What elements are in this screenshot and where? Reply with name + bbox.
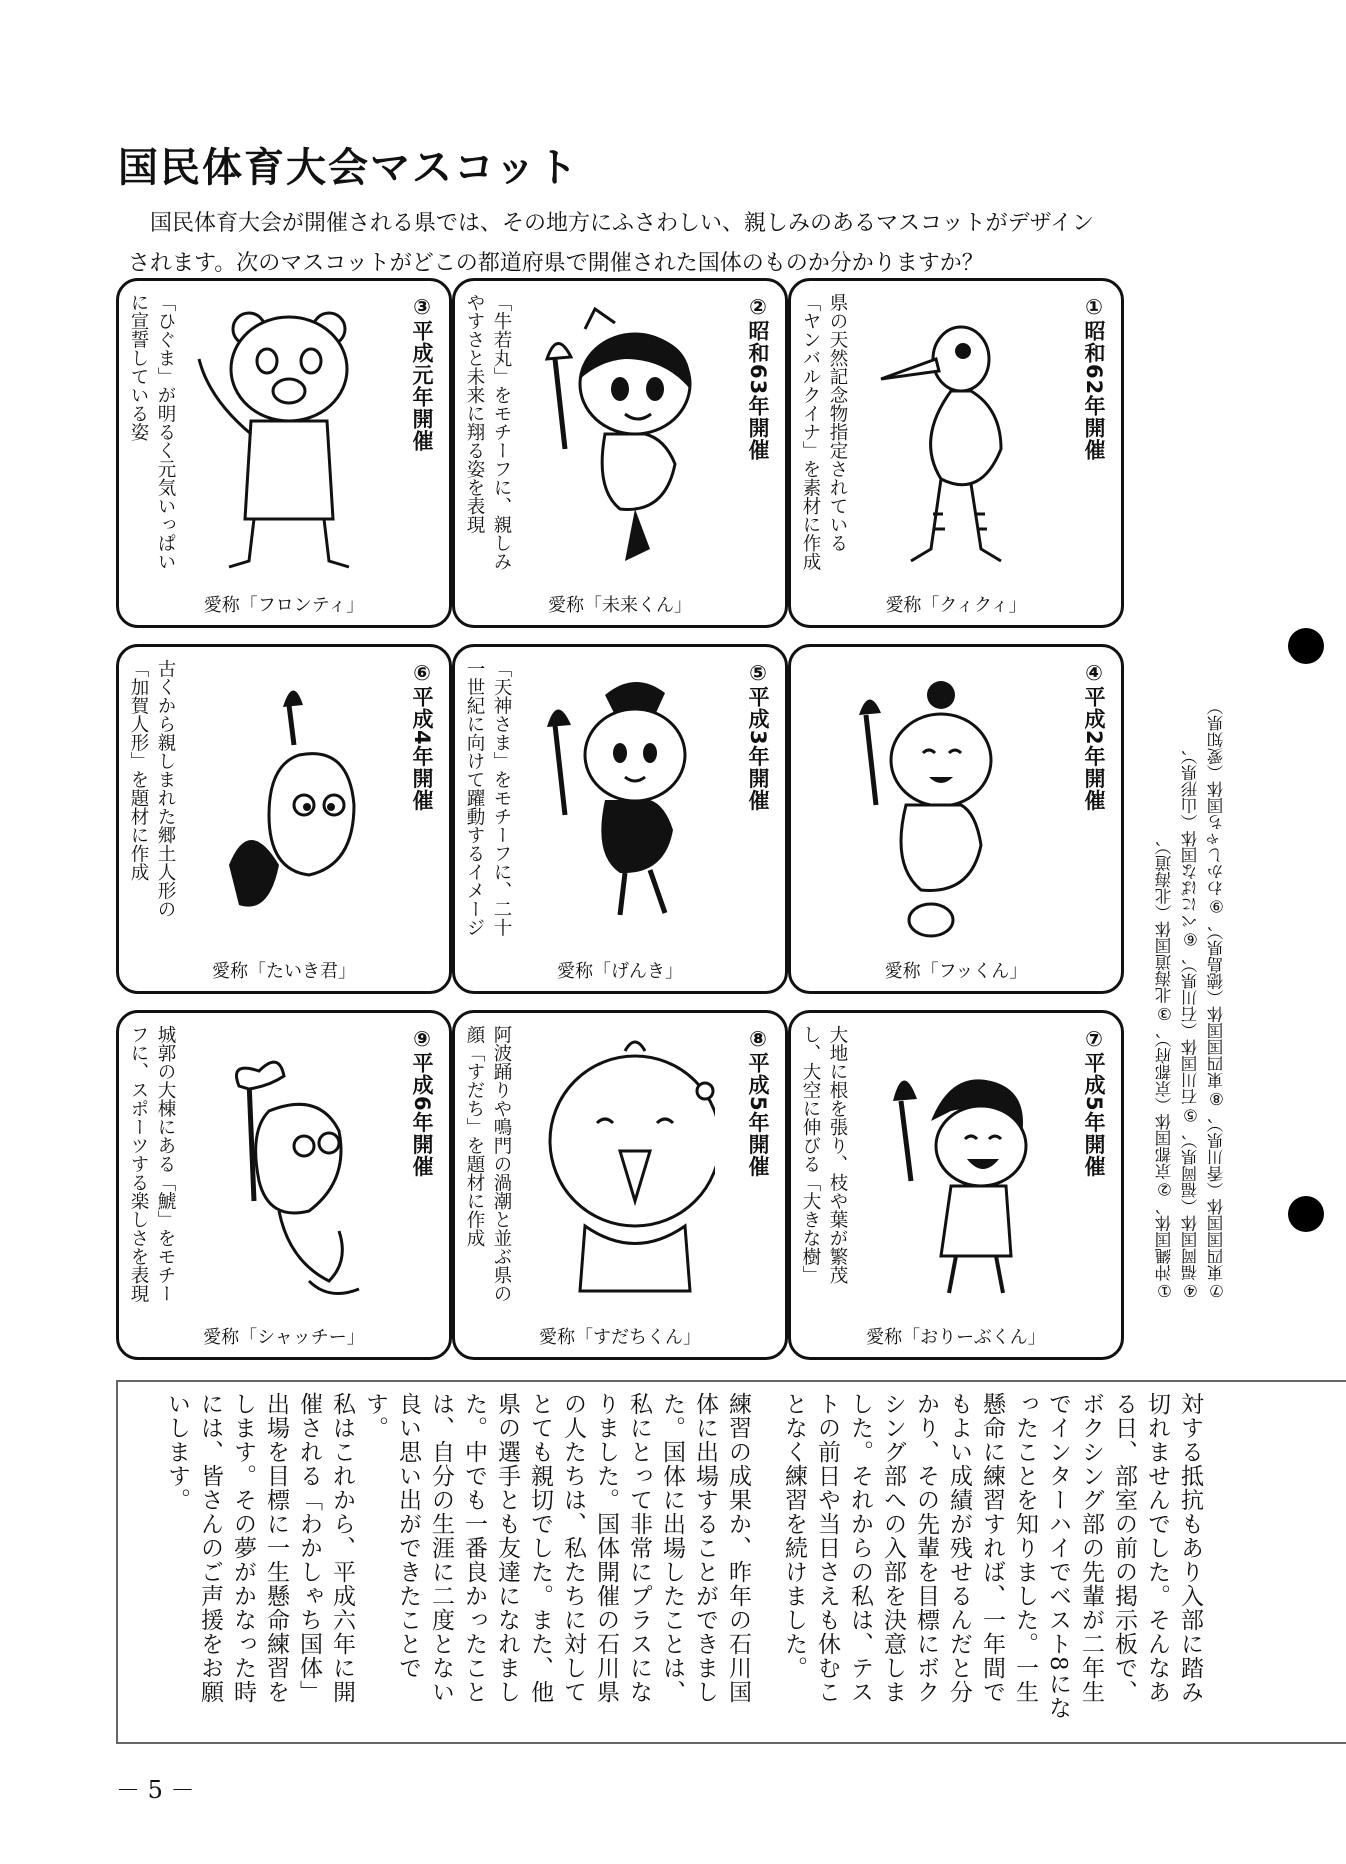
answers-text <box>1152 620 1230 1300</box>
mascot-year: ⑨平成6年開催 <box>410 1027 434 1178</box>
binder-hole <box>1288 628 1324 664</box>
mascot-description: 阿波踊りや鳴門の渦潮と並ぶ県の顔「すだち」を題材に作成 <box>464 1025 512 1303</box>
mascot-year: ③平成元年開催 <box>410 295 434 452</box>
mascot-nickname: 愛称「クィクィ」 <box>885 595 1027 616</box>
answers-line-1: ①沖縄国体、②京都国体（京都府）、③北海道国体（北海道）、 <box>1155 830 1174 1300</box>
binder-hole <box>1288 1196 1324 1232</box>
mascot-nickname: 愛称「フロンティ」 <box>203 595 365 616</box>
mascot-card-2 <box>452 278 788 628</box>
kuikui-bird-illustration <box>861 299 1051 589</box>
fukkun-illustration <box>831 665 1021 955</box>
answers-line-2: ④福岡国体（福岡県）、⑤石川国体（石川県）、⑥べにばな国体（山形県）、 <box>1181 739 1200 1300</box>
answers-line-3: ⑦東四国国体（香川県）、⑧東四国国体（徳島県）、⑨わかしゃち国体（愛知県） <box>1207 698 1226 1300</box>
mascot-card-8 <box>452 1010 788 1360</box>
essay-text <box>160 1392 1206 1726</box>
essay-paragraph: 対する抵抗もあり入部に踏み切れませんでした。そんなある日、部室の前の掲示板で、ボクシング部の先輩が二年生でインターハイでベスト8になったことを知りました。一生懸命に練習すれば、一年間でもよい成績が残せるんだと分かり、その先輩を目標にボクシング部への入部を決意しました。それからの私は、テストの前日や当日さえも休むことなく練習を続けました。 <box>781 1392 1203 1720</box>
page-title: 国民体育大会マスコット <box>118 145 580 191</box>
intro-line-2: されます。次のマスコットがどこの都道府県で開催された国体のものか分かりますか？ <box>128 251 984 276</box>
mascot-description: 県の天然記念物指定されている「ヤンバルクイナ」を素材に作成 <box>800 293 848 571</box>
mascot-description: 大地に根を張り、枝や葉が繁茂し、大空に伸びる「大きな樹」 <box>800 1025 848 1284</box>
mascot-card-5 <box>452 644 788 994</box>
mascot-year: ②昭和63年開催 <box>746 295 770 462</box>
mascot-year: ⑤平成3年開催 <box>746 661 770 812</box>
frontie-bear-illustration <box>189 299 379 589</box>
mascot-card-9 <box>116 1010 452 1360</box>
taiki-kun-illustration <box>189 665 379 955</box>
mascot-description: 「天神さま」をモチーフに、二十一世紀に向けて躍動するイメージ <box>464 659 512 937</box>
mascot-year: ④平成2年開催 <box>1082 661 1106 812</box>
shacchy-illustration <box>189 1031 379 1321</box>
mascot-nickname: 愛称「すだちくん」 <box>539 1327 701 1348</box>
mascot-card-7 <box>788 1010 1124 1360</box>
olive-kun-illustration <box>861 1031 1051 1321</box>
mascot-description: 古くから親しまれた郷土人形の「加賀人形」を題材に作成 <box>128 659 176 918</box>
page-number: － 5 － <box>116 1776 195 1804</box>
mascot-card-3 <box>116 278 452 628</box>
mascot-nickname: 愛称「未来くん」 <box>548 595 692 616</box>
intro-text <box>128 204 1190 284</box>
mascot-description: 「ひぐま」が明るく元気いっぱいに宣誓している姿 <box>128 293 176 571</box>
mascot-nickname: 愛称「おりーぶくん」 <box>866 1327 1046 1348</box>
genki-illustration <box>525 665 715 955</box>
mascot-card-6 <box>116 644 452 994</box>
mascot-description: 城郭の大棟にある「鯱」をモチーフに、スポーツする楽しさを表現 <box>128 1025 176 1303</box>
mirai-kun-illustration <box>525 299 715 589</box>
essay-paragraph: 私はこれから、平成六年に開催される「わかしゃち国体」出場を目標に一生懸命練習をします。その夢がかなった時には、皆さんのご声援をお願いします。 <box>164 1392 355 1704</box>
mascot-nickname: 愛称「シャッチー」 <box>203 1327 365 1348</box>
mascot-nickname: 愛称「げんき」 <box>557 961 683 982</box>
sudachi-kun-illustration <box>525 1031 715 1321</box>
mascot-card-1 <box>788 278 1124 628</box>
mascot-description: 「牛若丸」をモチーフに、親しみやすさと未来に翔る姿を表現 <box>464 293 512 571</box>
mascot-year: ①昭和62年開催 <box>1082 295 1106 462</box>
mascot-nickname: 愛称「フッくん」 <box>884 961 1028 982</box>
intro-line-1: 国民体育大会が開催される県では、その地方にふさわしい、親しみのあるマスコットがデザイン <box>150 211 1095 236</box>
mascot-card-4 <box>788 644 1124 994</box>
mascot-year: ⑥平成4年開催 <box>410 661 434 812</box>
mascot-year: ⑧平成5年開催 <box>746 1027 770 1178</box>
mascot-nickname: 愛称「たいき君」 <box>212 961 356 982</box>
mascot-year: ⑦平成5年開催 <box>1082 1027 1106 1178</box>
mascot-grid <box>116 278 1140 1360</box>
essay-paragraph: 練習の成果か、昨年の石川国体に出場することができました。国体に出場したことは、私にとって非常にプラスになりました。国体開催の石川県の人たちは、私たちに対してとても親切でした。また、他県の選手とも友達になれました。中でも一番良かったことは、自分の生涯に二度とない良い思い出ができたことです。 <box>362 1392 751 1704</box>
